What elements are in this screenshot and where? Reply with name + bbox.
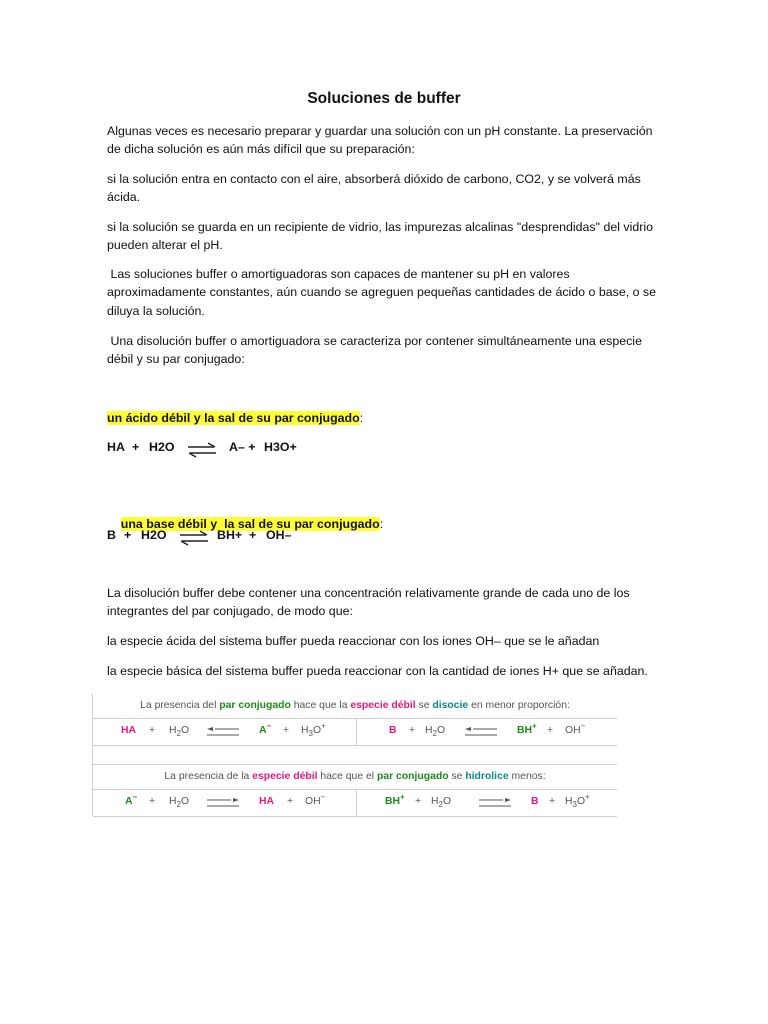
table-row-disocie bbox=[93, 719, 617, 746]
equilibrium-arrow-icon bbox=[477, 797, 513, 809]
paragraph-glass: si la solución se guarda en un recipiente de vidrio, las impurezas alcalinas "desprendidas" del vidrio pueden alterar el pH. bbox=[107, 220, 654, 253]
base-heading-colon: : bbox=[379, 517, 384, 532]
acid-eq-plus: + bbox=[132, 440, 140, 454]
label-hidrolice: hidrolice bbox=[465, 771, 509, 782]
equilibrium-arrow-icon bbox=[463, 726, 499, 738]
paragraph-intro: Algunas veces es necesario preparar y guardar una solución con un pH constante. La preservación de dicha solución es aún más difícil que su preparación: bbox=[107, 124, 653, 157]
label-especie-debil: especie débil bbox=[252, 771, 318, 782]
table-row-hidrolice bbox=[93, 790, 617, 817]
table-header-disocie: La presencia del par conjugado hace que la especie débil se disocie en menor proporción: bbox=[93, 694, 617, 719]
acid-eq-reactant-ha: HA bbox=[107, 440, 125, 454]
equilibrium-arrow-icon bbox=[205, 726, 241, 738]
acid-eq-product-h3o: H3O+ bbox=[264, 440, 297, 454]
table-cell-base: B + $H_2O$ BH+ + OH− bbox=[389, 721, 586, 739]
base-eq-plus: + bbox=[124, 528, 132, 542]
base-eq-reactant-b: B bbox=[107, 528, 116, 542]
acid-heading-colon: : bbox=[359, 411, 364, 425]
paragraph-basic-species: la especie básica del sistema buffer pueda reaccionar con la cantidad de iones H+ que se añadan. bbox=[107, 664, 648, 678]
base-eq-plus-2: + bbox=[249, 528, 257, 542]
base-eq-reactant-h2o: H2O bbox=[141, 528, 167, 542]
acid-heading-highlight: un ácido débil y la sal de su par conjugado bbox=[107, 411, 360, 425]
paragraph-concentration: La disolución buffer debe contener una concentración relativamente grande de cada uno de los integrantes del par conjugado, de modo que: bbox=[107, 586, 630, 619]
paragraph-buffer-definition: Las soluciones buffer o amortiguadoras son capaces de mantener su pH en valores aproximadamente constantes, aún cuando se agreguen pequeñas cantidades de ácido o base, o se diluya la solución. bbox=[107, 267, 660, 318]
base-heading-highlight: una base débil y la sal de su par conjugado bbox=[120, 517, 380, 532]
paragraph-air: si la solución entra en contacto con el aire, absorberá dióxido de carbono, CO2, y se volverá más ácida. bbox=[107, 172, 641, 205]
buffer-equilibrium-table bbox=[92, 694, 617, 816]
acid-heading bbox=[107, 409, 667, 427]
acid-eq-product-a: A– + bbox=[229, 440, 256, 454]
table-header-hidrolice: La presencia de la especie débil hace que el par conjugado se hidrolice menos: bbox=[93, 764, 617, 790]
label-par-conjugado: par conjugado bbox=[376, 771, 449, 782]
label-disocie: disocie bbox=[432, 700, 469, 711]
equilibrium-arrow-icon bbox=[178, 529, 210, 547]
acid-eq-reactant-h2o: H2O bbox=[149, 440, 175, 454]
paragraph-buffer-composition: Una disolución buffer o amortiguadora se caracteriza por contener simultáneamente una especie débil y su par conjugado: bbox=[107, 334, 646, 367]
table-cell-acid: HA + $H_2O$ A− + $H_3O^+$ bbox=[121, 721, 326, 739]
table-cell-acid: A− + $H_2O$ HA + OH− bbox=[125, 792, 326, 810]
equilibrium-arrow-icon bbox=[205, 797, 241, 809]
equilibrium-arrow-icon bbox=[186, 441, 218, 459]
label-especie-debil: especie débil bbox=[350, 700, 416, 711]
label-par-conjugado: par conjugado bbox=[219, 700, 291, 711]
base-eq-product-oh: OH– bbox=[266, 528, 292, 542]
page-title: Soluciones de buffer bbox=[307, 90, 461, 107]
table-cell-base: BH+ + $H_2O$ B + $H_3O^+$ bbox=[385, 792, 590, 810]
base-eq-product-bh: BH+ bbox=[217, 528, 243, 542]
paragraph-acid-species: la especie ácida del sistema buffer pueda reaccionar con los iones OH– que se le añadan bbox=[107, 634, 600, 648]
